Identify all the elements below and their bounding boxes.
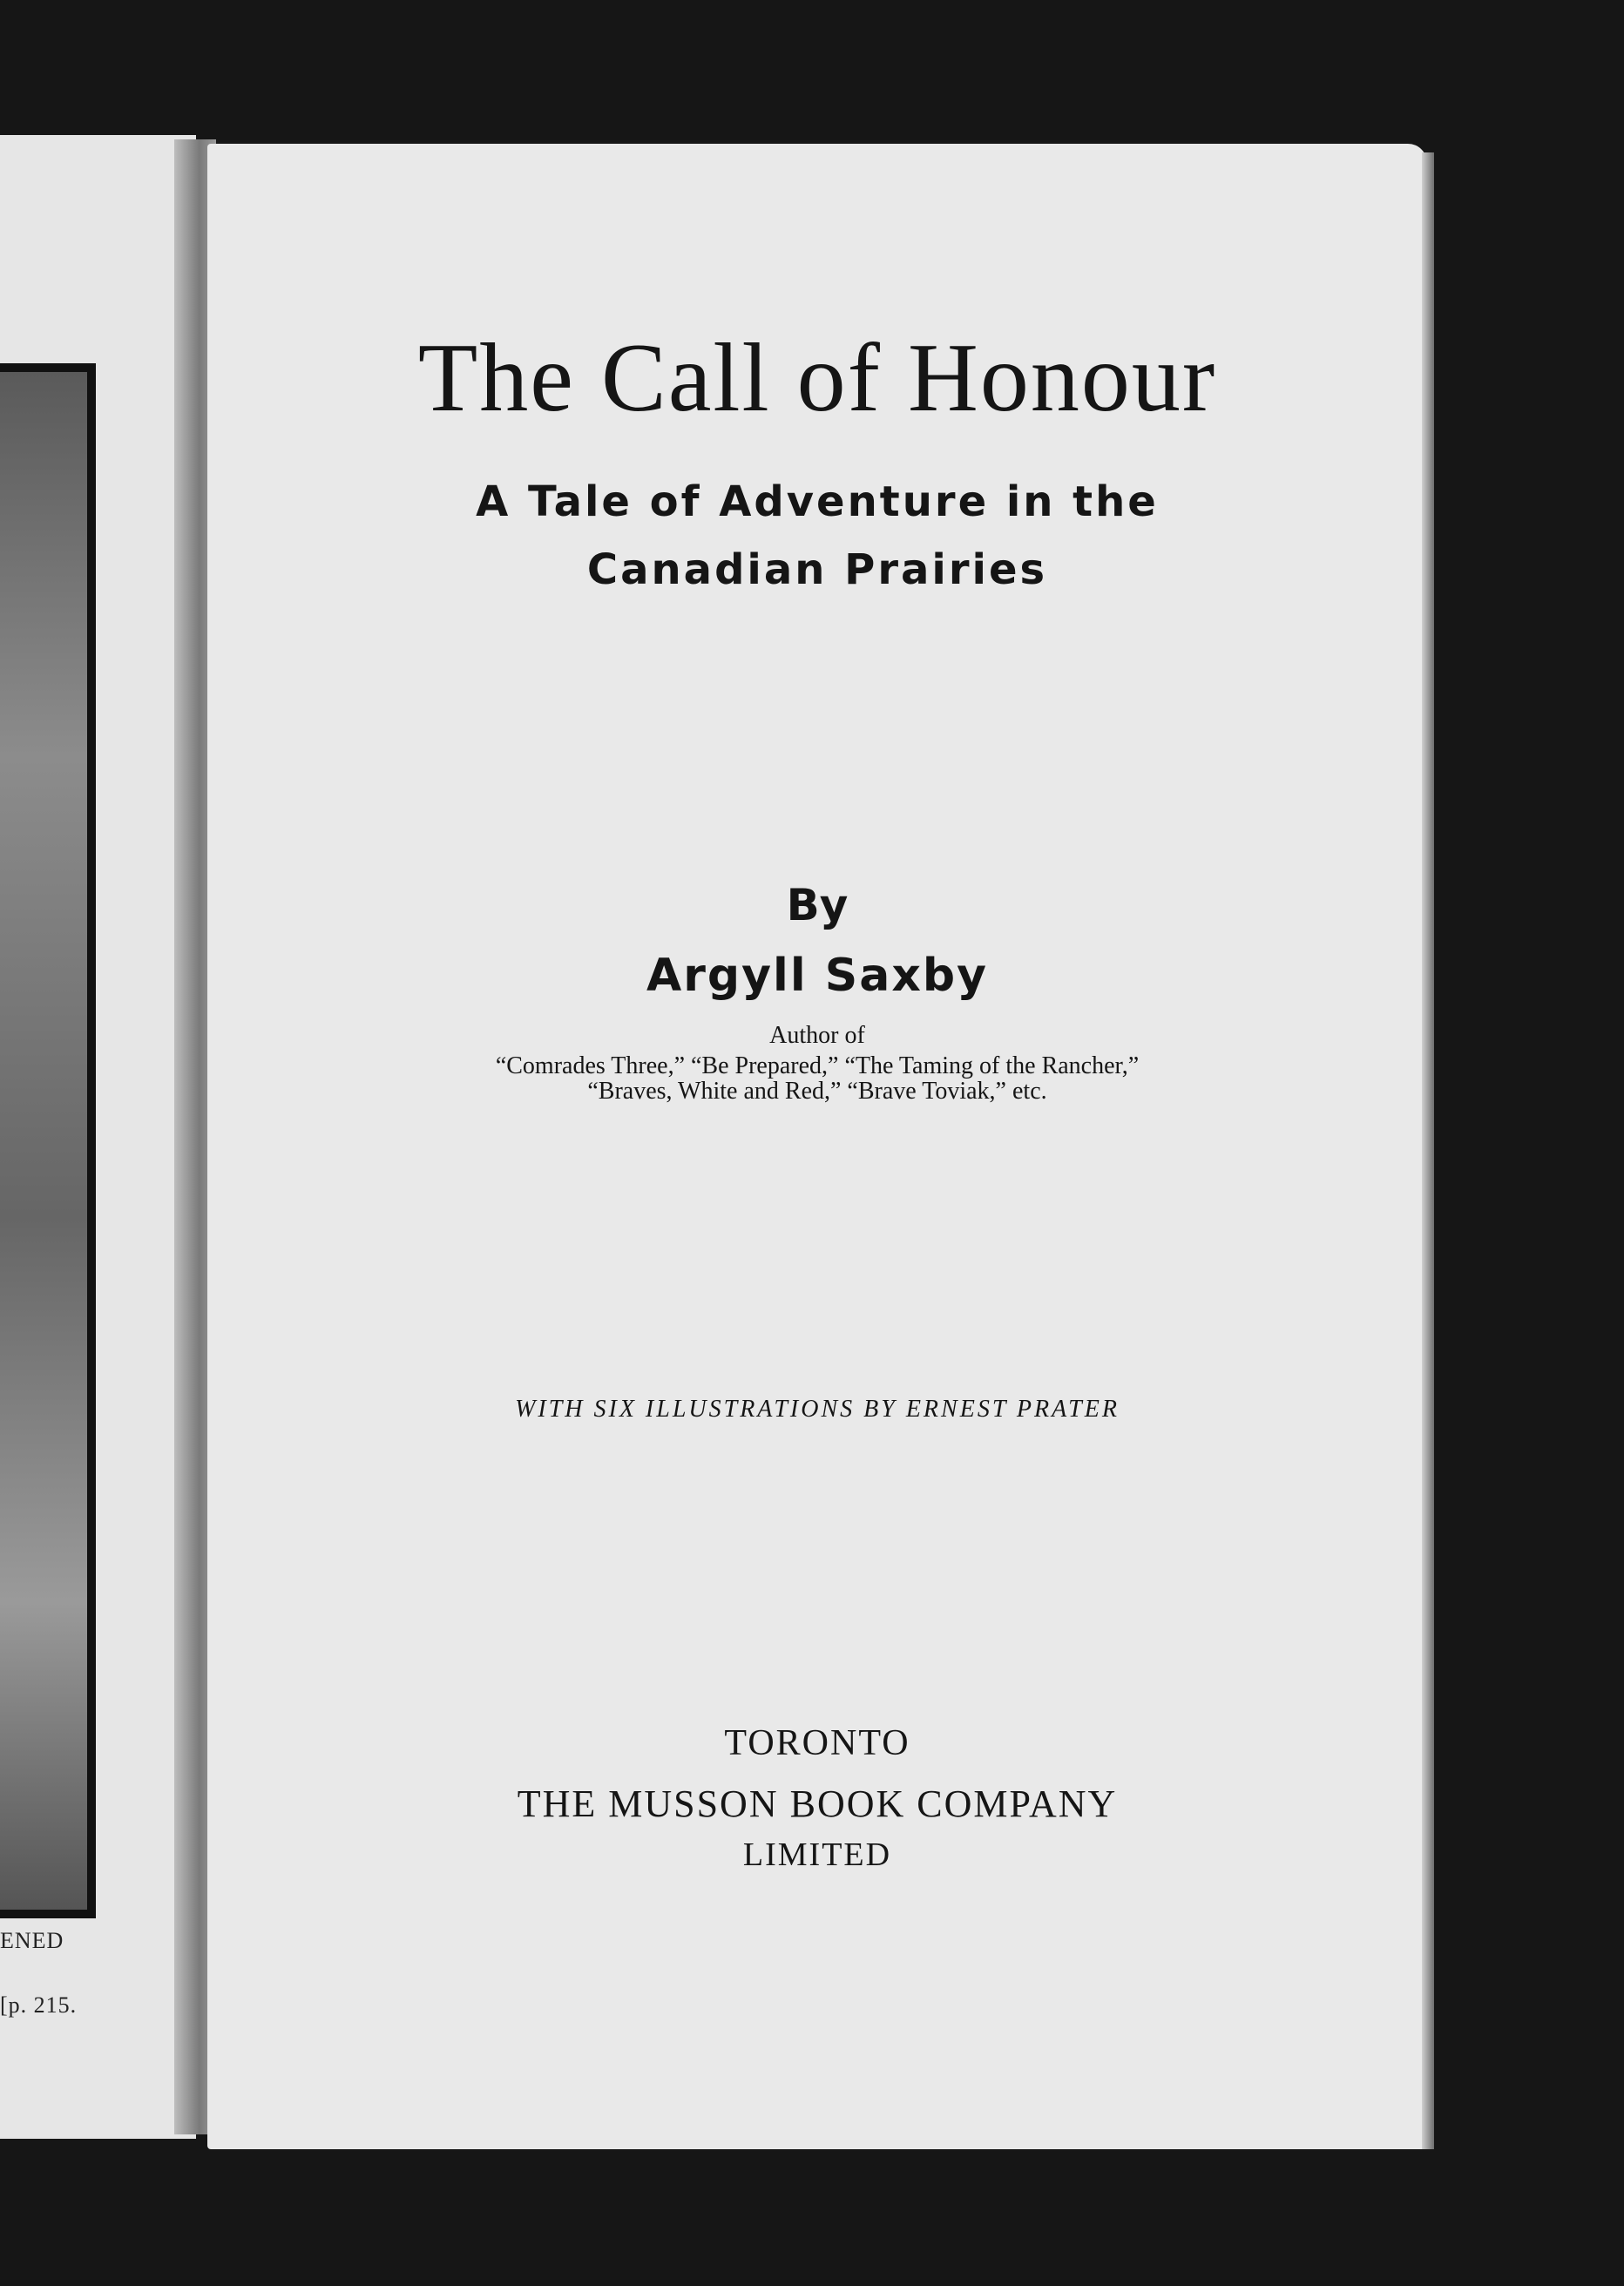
- frontispiece-page-ref: [p. 215.: [0, 1992, 78, 2018]
- page-edge: [1422, 152, 1434, 2149]
- book-subtitle-line-2: Canadian Prairies: [586, 545, 1048, 594]
- book-title: The Call of Honour: [417, 324, 1217, 432]
- publisher-suffix: LIMITED: [742, 1836, 892, 1873]
- by-label: By: [786, 880, 849, 930]
- illustrations-credit: WITH SIX ILLUSTRATIONS BY ERNEST PRATER: [515, 1396, 1120, 1423]
- frontispiece-caption: ENED: [0, 1928, 64, 1953]
- other-works-line-1: “Comrades Three,” “Be Prepared,” “The Taming of the Rancher,”: [495, 1052, 1140, 1079]
- publisher-name: THE MUSSON BOOK COMPANY: [517, 1782, 1118, 1825]
- left-page-frontispiece: [0, 135, 196, 2139]
- publisher-city: TORONTO: [724, 1723, 910, 1763]
- title-page: [207, 144, 1427, 2149]
- author-of-label: Author of: [769, 1022, 865, 1049]
- other-works-line-2: “Braves, White and Red,” “Brave Toviak,” etc.: [587, 1078, 1047, 1105]
- author-name: Argyll Saxby: [646, 950, 988, 1002]
- book-subtitle-line-1: A Tale of Adventure in the: [476, 477, 1159, 526]
- frontispiece-illustration: [0, 363, 96, 1918]
